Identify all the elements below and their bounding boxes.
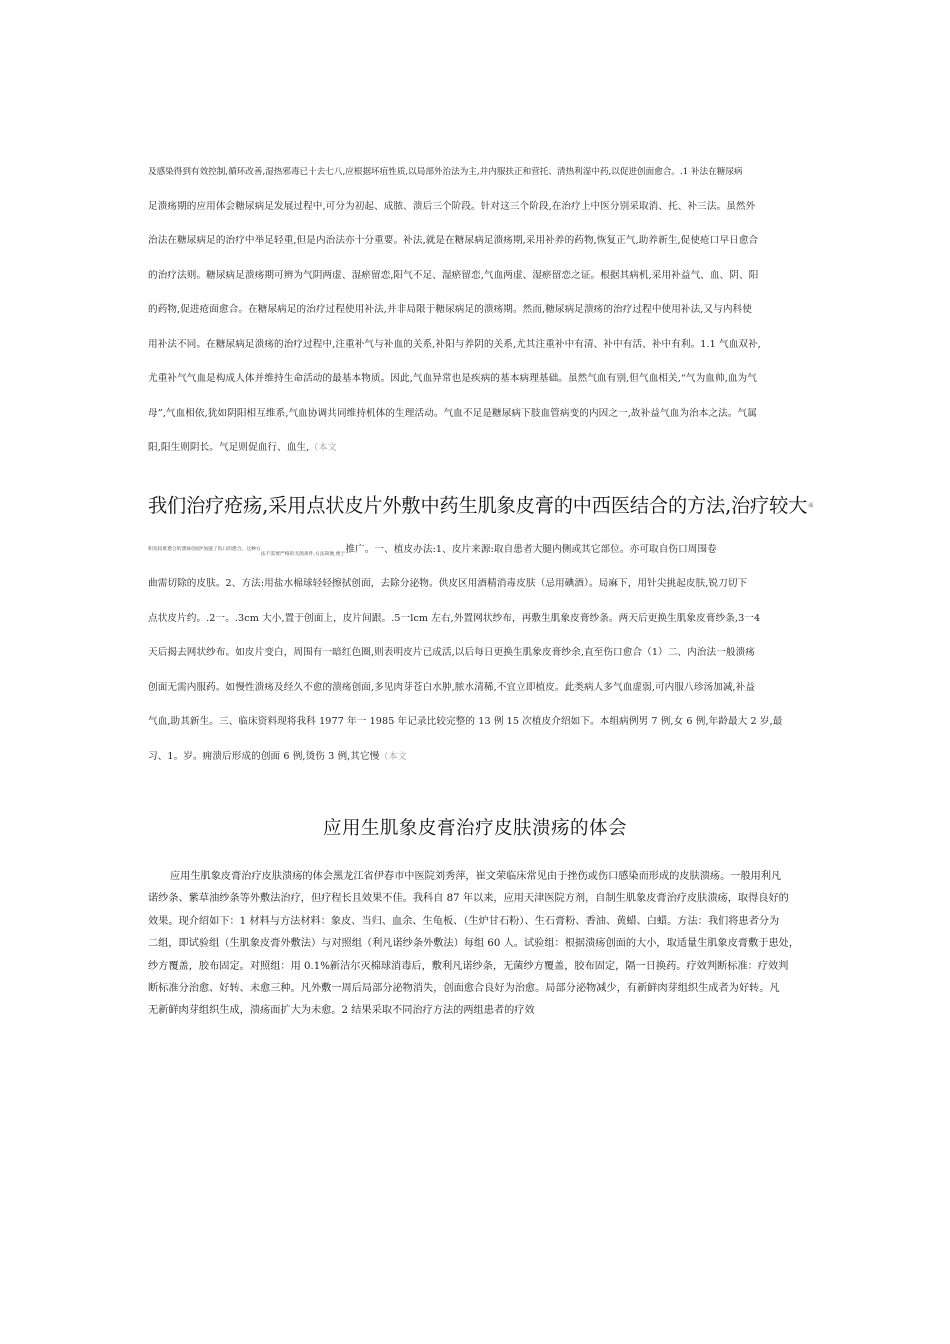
text-line: 气血,助其新生。三、临床资料现将我科 1977 年一 1985 年记录比较完整的 13 例 15 次植皮介绍如下。本组病例男 7 例,女 6 例,年龄最大 2 岁,最: [148, 716, 783, 727]
text-line: 创面无需内服药。如慢性溃疡及经久不愈的溃疡创面,多见肉芽苍白水肿,脓水清稀,不宜立即植皮。此类病人多气血虚弱,可内服八珍汤加减,补益: [148, 681, 756, 693]
text-line: 母”,气血相依,犹如阴阳相互维系,气血协调共同维持机体的生理活动。气血不足是糖尿病下肢血管病变的内因之一,故补益气血为治本之法。气属: [148, 407, 757, 419]
text-line: 断标准分治愈、好转、未愈三种。凡外敷一周后局部分泌物消失，创面愈合良好为治愈。局部分泌物减少，有新鲜肉芽组织生成者为好转。凡: [148, 983, 780, 995]
text-line: 的药物,促进疮面愈合。在糖尿病足的治疗过程使用补法,并非局限于糖尿病足的溃疡期。然而,糖尿病足溃疡的治疗过程中使用补法,又与内科使: [148, 304, 752, 315]
section-diabetic-foot-text: [148, 155, 828, 466]
text-line-last: [148, 740, 828, 775]
text-line: 的治疗法则。糖尿病足溃疡期可辨为气阴两虚、湿瘀留恋,阳气不足、湿瘀留恋,气血两虚、湿瘀留恋之证。根据其病机,采用补益气、血、阴、阳: [148, 269, 759, 281]
text-line: 足溃疡期的应用体会糖尿病足发展过程中,可分为初起、成脓、溃后三个阶段。针对这三个阶段,在治疗上中医分别采取消、托、补三法。虽然外: [148, 200, 756, 212]
text-line: 尤重补气气血是构成人体并维持生命活动的最基本物质。因此,气血异常也是疾病的基本病理基础。虽然气血有别,但气血相关,“气为血帅,血为气: [148, 373, 757, 384]
read-more-link[interactable]: （本文: [379, 751, 407, 762]
section-article-body: [148, 866, 834, 1023]
text-line: 天后揭去网状纱布。如皮片变白，周围有一暗红色圈,则表明皮片已成活,以后每日更换生肌象皮膏纱余,直至伤口愈合（1）二、内治法一般溃疡: [148, 647, 755, 658]
text-line: [148, 538, 828, 567]
heading-text: 我们治疗疮疡,采用点状皮片外敷中药生肌象皮膏的中西医结合的方法,治疗较大: [148, 494, 808, 517]
heading-suffix: 面: [808, 503, 814, 509]
text-fragment: 推广。一、植皮办法:1、皮片来源:取自患者大腿内侧或其它部位。亦可取自伤口周围卷: [345, 544, 717, 555]
article-title: 应用生肌象皮膏治疗皮肤溃疡的体会: [322, 818, 627, 839]
text-line: 应用生肌象皮膏治疗皮肤溃疡的体会黑龙江省伊春市中医院刘秀萍，崔文荣临床常见由于挫伤或伤口感染而形成的皮肤溃疡。一般用利凡: [170, 871, 782, 882]
text-line: 无新鲜肉芽组织生成，溃疡面扩大为未愈。2 结果采取不同治疗方法的两组患者的疗效: [148, 1005, 535, 1017]
text-line: 诺纱条、紫草油纱条等外敷法治疗，但疗程长且效果不佳。我科自 87 年以来，应用天津医院方剂，自制生肌象皮膏治疗皮肤溃疡，取得良好的: [148, 893, 789, 905]
text-line: 用补法不同。在糖尿病足溃疡的治疗过程中,注重补气与补血的关系,补阳与养阴的关系,尤其注重补中有清、补中有活、补中有利。1.1 气血双补,: [148, 338, 761, 350]
text-line: 及感染得到有效控制,循环改善,湿热邪毒已十去七八,应根据坏疽性质,以局部外治法为主,并内服扶正和营托、清热利湿中药,以促进创面愈合。.1 补法在糖尿病: [148, 167, 743, 177]
text-line-last: [148, 431, 828, 466]
text-line: 二组，即试验组（生肌象皮膏外敷法）与对照组（利凡诺纱条外敷法）每组 60 人。试验组：根据溃疡创面的大小，取适量生肌象皮膏敷于患处，: [148, 938, 800, 950]
text-line: 曲需切除的皮肤。2、方法:用盐水棉球轻轻擦拭创面，去除分泌物。供皮区用酒精消毒皮肤（忌用碘酒）。局麻下，用针尖挑起皮肤,锐刀切下: [148, 578, 748, 589]
text-line: 点状皮片约。.2一。.3cm 大小,置于创面上，皮片间跟。.5一lcm 左右,外置网状纱布，再敷生肌象皮膏纱条。两天后更换生肌象皮膏纱条,3一4: [148, 612, 761, 624]
read-more-link[interactable]: （本文: [309, 443, 337, 453]
text-fragment: 阳,阳生则阴长。气足则促血行、血生,: [148, 442, 310, 453]
text-line: 纱方覆盖，胶布固定。对照组：用 0.1%新洁尔灭棉球消毒后，敷利凡诺纱条，无菌纱方覆盖，胶布固定，隔一日换药。疗效判断标准：疗效判: [148, 960, 789, 972]
text-line: 效果。现介绍如下：1 材料与方法材料：象皮、当归、血余、生龟板、（生炉甘石粉）、生石膏粉、香油、黄蜡、白蜡。方法：我们将患者分为: [148, 915, 780, 927]
tiny-text-fragment: 法不需要严格的无菌条件,方法简便,便于: [260, 552, 346, 557]
text-fragment: 习、1。岁。痈溃后形成的创面 6 例,烫伤 3 例,其它慢: [148, 750, 380, 762]
large-heading-line: [148, 492, 813, 520]
text-line: 治法在糖尿病足的治疗中举足轻重,但是内治法亦十分重要。补法,就是在糖尿病足溃疡期,采用补养的药物,恢复正气,助养新生,促使疮口早日愈合: [148, 235, 759, 246]
section-skin-graft-text: [148, 538, 828, 774]
tiny-text-fragment: 积及较难愈合的溃疡创面*加速了伤口的愈合。这种方: [148, 547, 261, 552]
